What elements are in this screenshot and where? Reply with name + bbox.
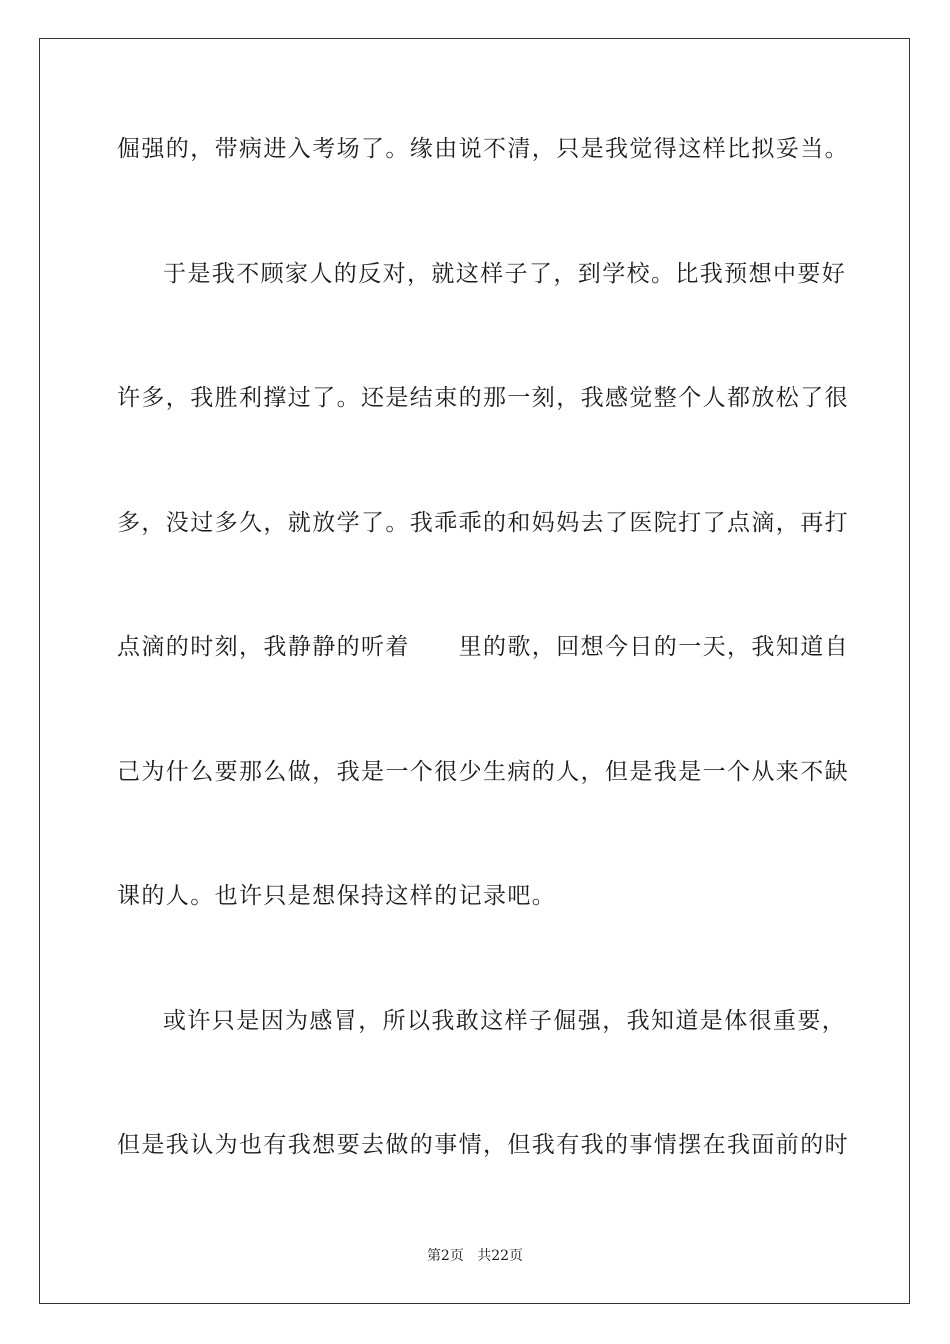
text-line-4: 多，没过多久，就放学了。我乖乖的和妈妈去了医院打了点滴，再打	[117, 510, 849, 536]
page-footer	[0, 1247, 950, 1265]
text-line-5: 点滴的时刻，我静静的听着 里的歌，回想今日的一天，我知道自	[117, 634, 849, 660]
page-number: 第2页	[426, 1248, 464, 1264]
text-line-7: 课的人。也许只是想保持这样的记录吧。	[117, 883, 557, 909]
page-total: 共22页	[477, 1248, 524, 1264]
page-border	[39, 38, 910, 1304]
text-line-9: 但是我认为也有我想要去做的事情，但我有我的事情摆在我面前的时	[117, 1132, 849, 1158]
text-line-2: 于是我不顾家人的反对，就这样子了，到学校。比我预想中要好	[163, 261, 847, 287]
text-line-3: 许多，我胜利撑过了。还是结束的那一刻，我感觉整个人都放松了很	[117, 385, 849, 411]
text-line-6: 己为什么要那么做，我是一个很少生病的人，但是我是一个从来不缺	[117, 759, 849, 785]
text-line-1: 倔强的，带病进入考场了。缘由说不清，只是我觉得这样比拟妥当。	[117, 136, 849, 162]
text-line-8: 或许只是因为感冒，所以我敢这样子倔强，我知道是体很重要，	[163, 1008, 847, 1034]
